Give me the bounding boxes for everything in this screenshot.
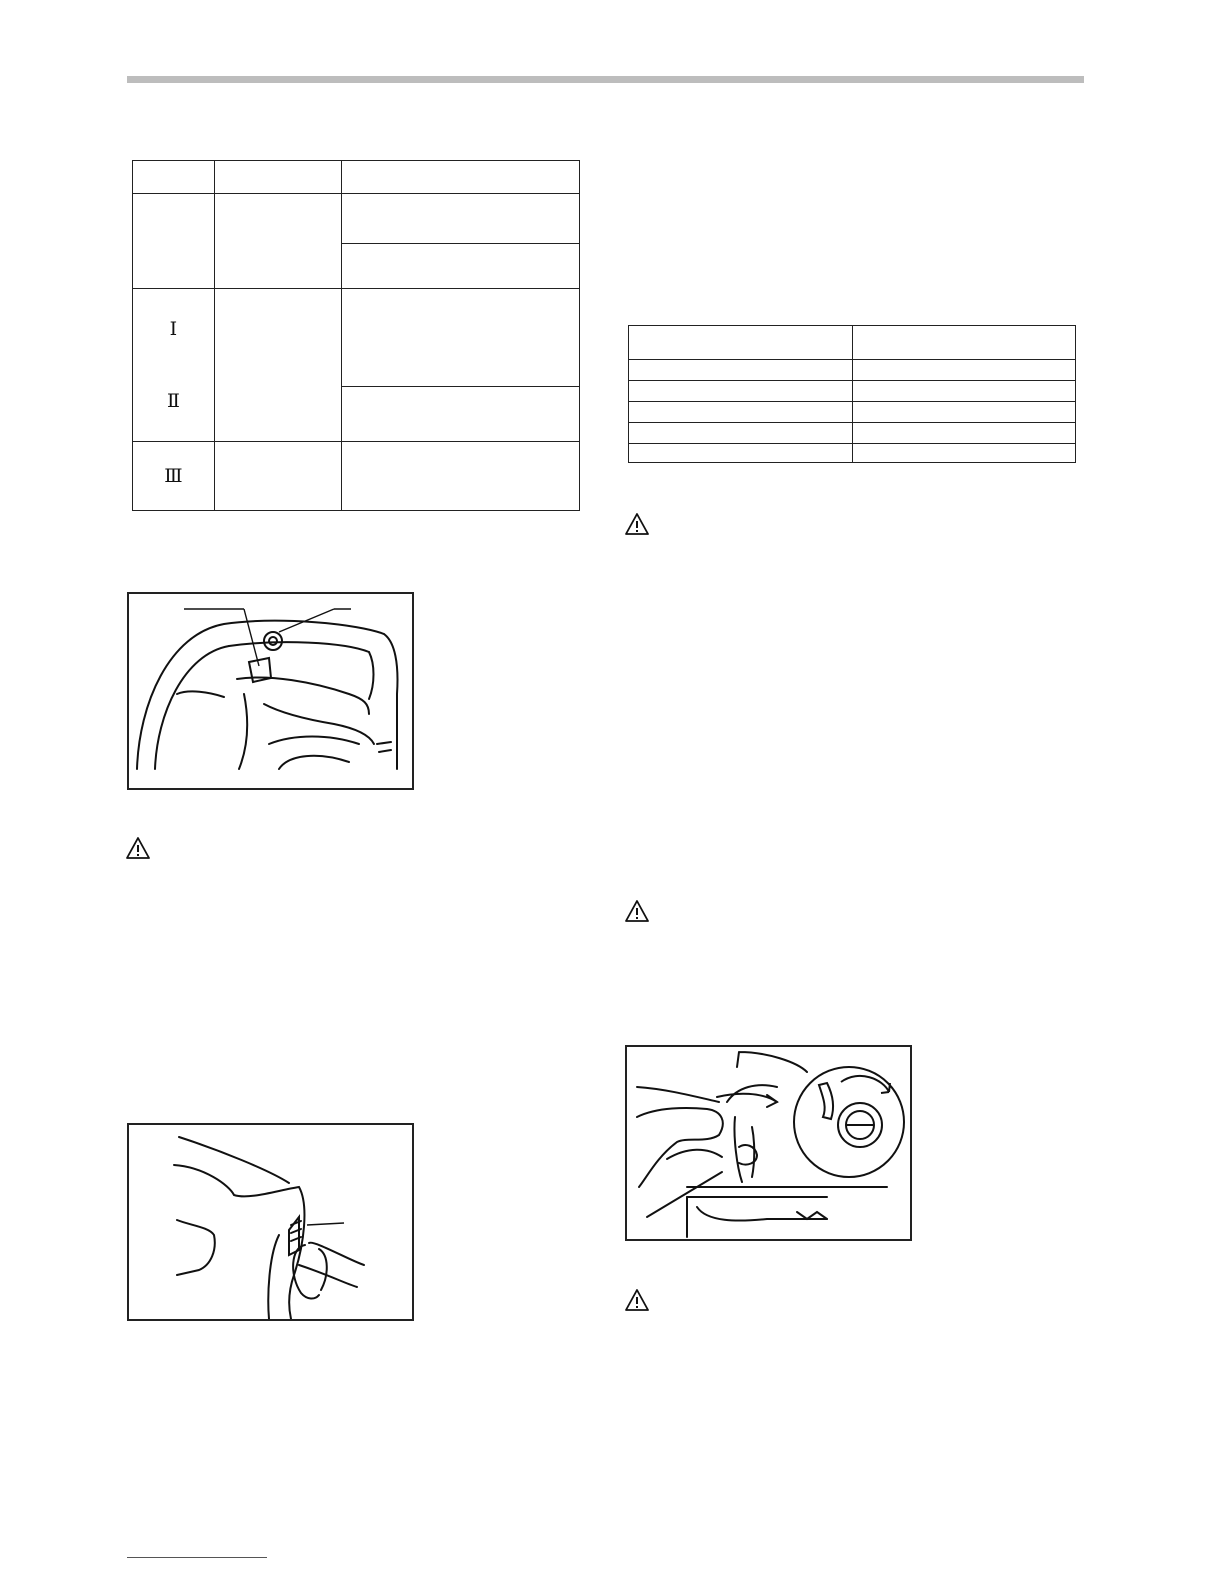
blade-clamp-illustration [627, 1047, 910, 1239]
warning-triangle-icon [624, 1288, 650, 1317]
table-cell [852, 381, 1076, 402]
speed-dial-illustration [129, 1125, 412, 1319]
table-row [629, 381, 1076, 402]
table-row [629, 423, 1076, 444]
header-rule [127, 76, 1084, 83]
table-cell [629, 326, 853, 360]
blade-clamp-figure [625, 1045, 912, 1241]
table-cell [852, 360, 1076, 381]
table-cell [629, 423, 853, 444]
warning-triangle-icon [624, 512, 650, 541]
mode-cell: Ⅰ Ⅱ [133, 289, 215, 442]
table-cell [629, 444, 853, 463]
switch-trigger-illustration [129, 594, 412, 788]
warning-triangle-icon [624, 899, 650, 928]
function-cell [214, 289, 341, 442]
application-cell [341, 387, 579, 442]
table-row [629, 326, 1076, 360]
application-cell [341, 442, 579, 511]
application-cell [341, 161, 579, 194]
application-cell [341, 289, 579, 387]
table-cell [629, 360, 853, 381]
function-cell [214, 194, 341, 289]
mode-cell [133, 161, 215, 194]
table-row [133, 161, 580, 194]
table-row [629, 444, 1076, 463]
switch-trigger-figure [127, 592, 414, 790]
table-cell [852, 444, 1076, 463]
table-cell [852, 326, 1076, 360]
table-cell [852, 423, 1076, 444]
footer-rule [127, 1557, 267, 1558]
application-cell [341, 244, 579, 289]
function-cell [214, 442, 341, 511]
table-row [133, 194, 580, 244]
table-row [133, 442, 580, 511]
speed-dial-figure [127, 1123, 414, 1321]
cutting-action-table [132, 160, 580, 511]
table-row [629, 360, 1076, 381]
mode-cell: Ⅲ [133, 442, 215, 511]
table-cell [629, 381, 853, 402]
warning-triangle-icon [125, 836, 151, 865]
speed-table [628, 325, 1076, 463]
mode-cell [133, 194, 215, 289]
table-cell [852, 402, 1076, 423]
table-row [133, 289, 580, 387]
table-cell [629, 402, 853, 423]
table-row [629, 402, 1076, 423]
function-cell [214, 161, 341, 194]
application-cell [341, 194, 579, 244]
